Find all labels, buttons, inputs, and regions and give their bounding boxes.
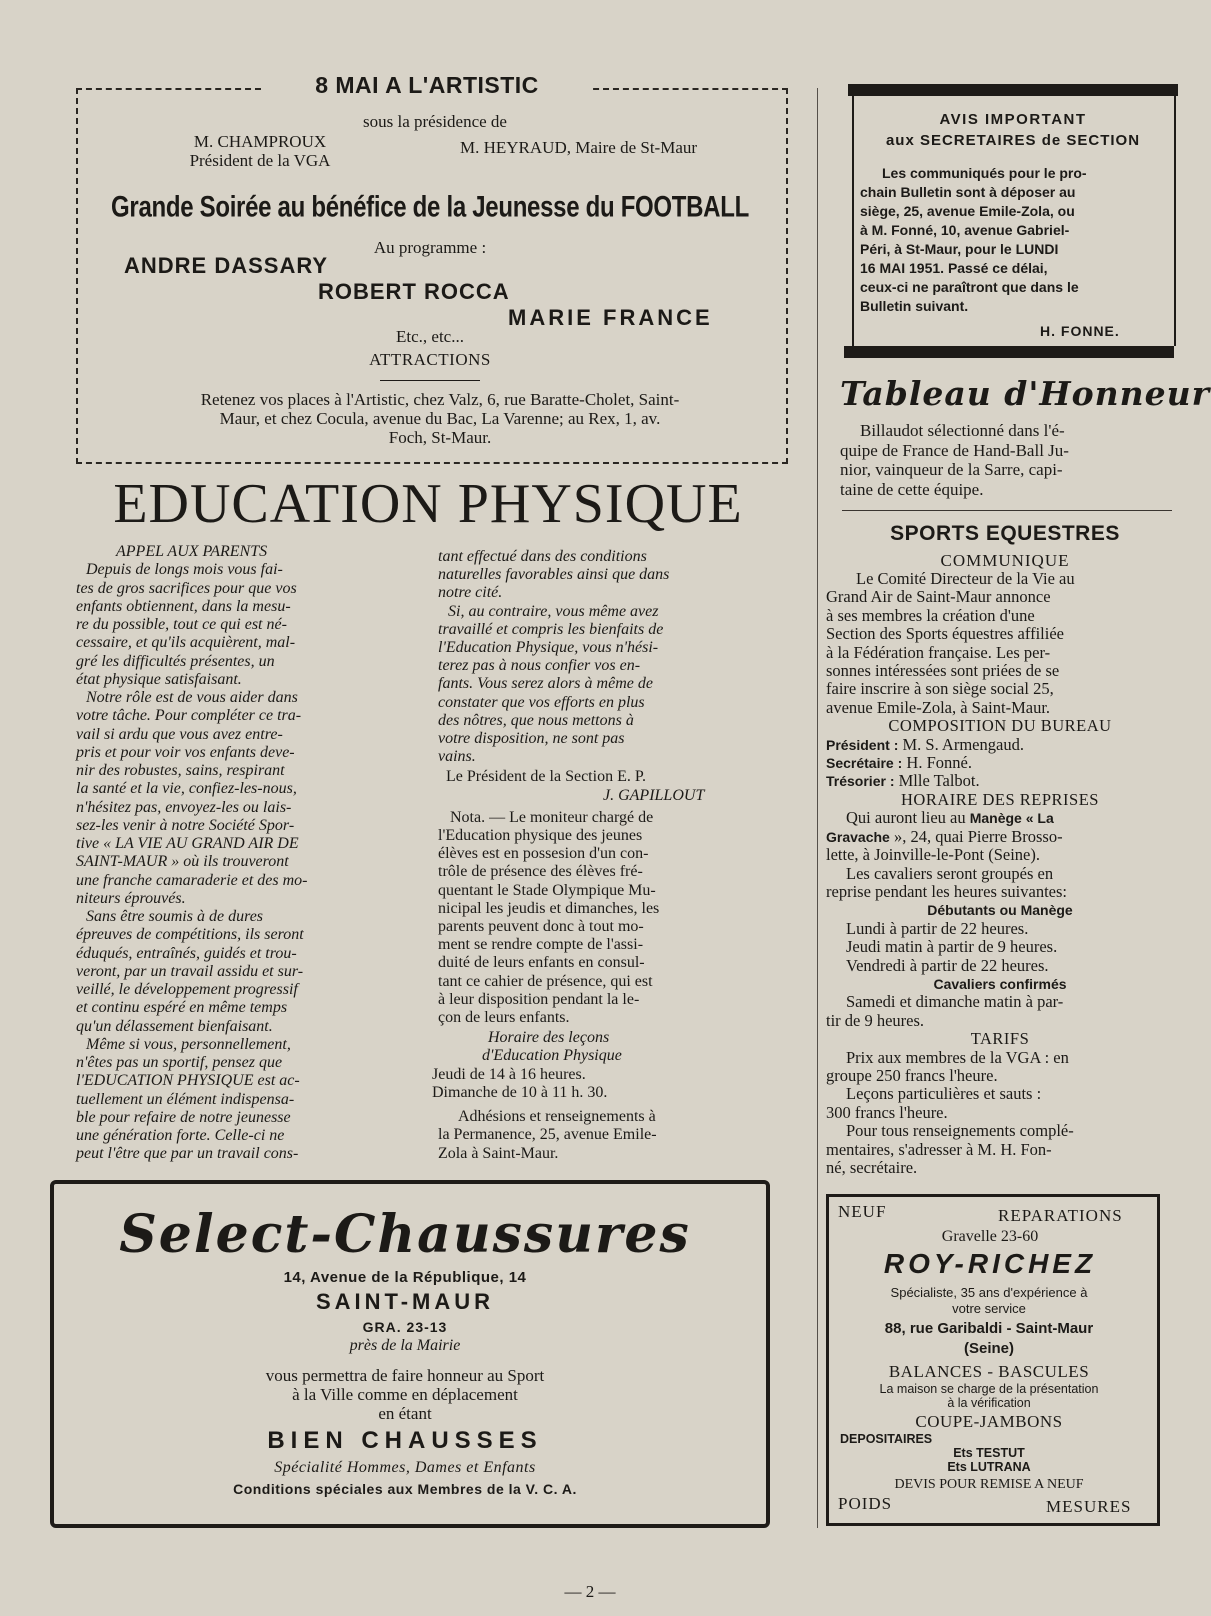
artist-marie-france: MARIE FRANCE: [508, 305, 713, 330]
roy-mesures: MESURES: [1046, 1497, 1132, 1516]
edu-left-line: niteurs éprouvés.: [76, 889, 186, 907]
honneur-line: taine de cette équipe.: [840, 479, 984, 499]
nota-line: duité de leurs enfants en consul-: [438, 954, 645, 972]
nota-line: trôle de présence des élèves fré-: [438, 863, 643, 881]
nota-block: [438, 809, 778, 1027]
horaire-jeudi: Jeudi de 14 à 16 heures.: [432, 1065, 586, 1083]
debutants-line: Vendredi à partir de 22 heures.: [846, 955, 1049, 975]
edu-left-line: vail si ardu que vous avez entre-: [76, 725, 283, 743]
edu-left-line: état physique satisfaisant.: [76, 670, 242, 688]
tarifs-line: Leçons particulières et sauts :: [846, 1084, 1042, 1104]
tarifs-line: 300 francs l'heure.: [826, 1102, 948, 1122]
manege-line-2: [826, 828, 1174, 846]
programme-label: Au programme :: [373, 238, 487, 257]
nota-line: élèves est en possesion d'un con-: [438, 845, 649, 863]
nota-line: nicipal les jeudis et dimanches, les: [438, 899, 660, 917]
edu-left-line: une franche camaraderie et des mo-: [76, 871, 308, 889]
edu-right-line: l'Education Physique, vous n'hési-: [438, 639, 659, 657]
artistic-divider: [380, 380, 480, 381]
avis-signature: H. FONNE.: [1040, 323, 1120, 339]
adhesions-line: Zola à Saint-Maur.: [438, 1144, 559, 1162]
avis-line: Les communiqués pour le pro-: [882, 165, 1087, 181]
roy-coupe: COUPE-JAMBONS: [915, 1412, 1063, 1431]
edu-left-line: une génération forte. Celle-ci ne: [76, 1127, 285, 1144]
select-speciality: Spécialité Hommes, Dames et Enfants: [274, 1459, 536, 1476]
roy-address-2: (Seine): [963, 1340, 1014, 1357]
confirmes-line: Samedi et dimanche matin à par-: [846, 992, 1064, 1012]
secretaire-name: H. Fonné.: [906, 753, 972, 773]
avis-line: siège, 25, avenue Emile-Zola, ou: [860, 203, 1075, 219]
edu-left-line: Même si vous, personnellement,: [86, 1035, 291, 1053]
roy-phone: Gravelle 23-60: [941, 1228, 1039, 1245]
select-promo-line: à la Ville comme en déplacement: [292, 1385, 518, 1404]
reserve-line-3: Foch, St-Maur.: [388, 428, 492, 447]
reserve-line-1: Retenez vos places à l'Artistic, chez Valz, 6, rue Baratte-Cholet, Saint-: [200, 390, 680, 409]
nota-line: ment se rendre compte de l'assi-: [438, 936, 644, 954]
tresorier-name: Mlle Talbot.: [898, 771, 980, 791]
edu-right-line: terez pas à nous confier vos en-: [438, 657, 641, 675]
edu-left-line: n'êtes pas un sportif, pensez que: [76, 1054, 283, 1071]
roy-name: ROY-RICHEZ: [883, 1248, 1097, 1279]
cavaliers-line: Les cavaliers seront groupés en: [846, 863, 1054, 883]
nota-line: à leur disposition pendant la le-: [438, 990, 640, 1008]
edu-left-line: veront, par un travail assidu et sur-: [76, 962, 304, 980]
nota-line: l'Education physique des jeunes: [438, 827, 643, 845]
edu-right-line: vains.: [438, 748, 476, 766]
honneur-divider: [842, 510, 1172, 511]
horaire-edu-title: d'Education Physique: [482, 1047, 622, 1065]
edu-right-line: des nôtres, que nous mettons à: [438, 711, 634, 729]
edu-left-line: Sans être soumis à de dures: [86, 908, 264, 925]
avis-bottom-bar: [844, 346, 1174, 358]
edu-left-line: Depuis de longs mois vous fai-: [86, 561, 283, 579]
roy-specialist-1: Spécialiste, 35 ans d'expérience à: [890, 1285, 1088, 1300]
avis-line: Péri, à St-Maur, pour le LUNDI: [860, 241, 1059, 257]
roy-ets-lutrana: Ets LUTRANA: [947, 1460, 1031, 1474]
debutants-title: Débutants ou Manège: [927, 902, 1073, 919]
bureau-tresorier: [826, 772, 1174, 790]
equestres-intro-line: Section des Sports équestres affiliée: [826, 624, 1064, 644]
roy-reparations: REPARATIONS: [998, 1206, 1123, 1225]
edu-left-line: tes de gros sacrifices pour que vos: [76, 579, 297, 597]
adhesions-line: la Permanence, 25, avenue Emile-: [438, 1126, 657, 1144]
artist-rocca: ROBERT ROCCA: [318, 279, 510, 304]
select-address: 14, Avenue de la République, 14: [283, 1269, 527, 1286]
roy-maison-2: à la vérification: [947, 1396, 1031, 1410]
horaire-reprises-title: HORAIRE DES REPRISES: [901, 789, 1099, 809]
manege-pre: Qui auront lieu au: [846, 808, 970, 828]
edu-left-line: pris et pour voir vos enfants deve-: [76, 743, 295, 761]
nota-line: tant ce cahier de présence, qui est: [438, 972, 653, 990]
equestres-title: SPORTS EQUESTRES: [890, 522, 1120, 545]
avis-line: Bulletin suivant.: [860, 298, 969, 314]
education-title: EDUCATION PHYSIQUE: [113, 473, 743, 535]
edu-left-line: ble pour refaire de notre jeunesse: [76, 1108, 291, 1126]
edu-left-line: l'EDUCATION PHYSIQUE est ac-: [76, 1072, 300, 1090]
edu-left-line: éduqués, entraînés, guidés et trou-: [76, 944, 297, 962]
roy-balances: BALANCES - BASCULES: [888, 1362, 1090, 1381]
bureau-secretaire: [826, 754, 1174, 772]
tarifs-line: né, secrétaire.: [826, 1158, 918, 1177]
equestres-intro-line: Grand Air de Saint-Maur annonce: [826, 587, 1051, 607]
equestres-communique: COMMUNIQUE: [940, 551, 1070, 570]
edu-left-line: tive « LA VIE AU GRAND AIR DE: [76, 835, 299, 852]
edu-left-line: et continu espéré en même temps: [76, 999, 288, 1017]
edu-left-line: la santé et la vie, confiez-les-nous,: [76, 780, 297, 798]
tarifs-line: Prix aux membres de la VGA : en: [846, 1047, 1069, 1067]
attractions-line: ATTRACTIONS: [369, 350, 491, 369]
roy-ets-testut: Ets TESTUT: [953, 1446, 1025, 1460]
debutants-line: Lundi à partir de 22 heures.: [846, 918, 1029, 938]
artist-dassary: ANDRE DASSARY: [124, 253, 329, 278]
column-divider: [817, 88, 818, 1528]
education-left-column: [76, 543, 396, 1164]
edu-left-line: enfants obtiennent, dans la mesu-: [76, 597, 291, 615]
confirmes-line: tir de 9 heures.: [826, 1010, 925, 1030]
adhesions-block: [438, 1108, 778, 1163]
edu-left-line: peut l'être que par un travail cons-: [76, 1145, 299, 1163]
edu-right-line: travaillé et compris les bienfaits de: [438, 620, 664, 638]
debutants-line: Jeudi matin à partir de 9 heures.: [846, 937, 1058, 957]
reserve-line-2: Maur, et chez Cocula, avenue du Bac, La Varenne; au Rex, 1, av.: [219, 409, 661, 428]
grande-soiree-headline: Grande Soirée au bénéfice de la Jeunesse du FOOTBALL: [111, 190, 749, 224]
champroux-role: Président de la VGA: [189, 151, 331, 170]
edu-left-line: nir des robustes, sains, respirant: [76, 762, 285, 779]
etc-line: Etc., etc...: [396, 327, 464, 346]
nota-line: quentant le Stade Olympique Mu-: [438, 881, 656, 899]
gravache-name: Gravache: [826, 828, 890, 845]
edu-left-line: SAINT-MAUR » où ils trouveront: [76, 853, 289, 871]
equestres-intro-line: à la Fédération française. Les per-: [826, 642, 1051, 662]
edu-left-line: veillé, le développement progressif: [76, 981, 298, 998]
nota-line: parents peuvent donc à tout mo-: [438, 918, 644, 936]
equestres-intro-line: à ses membres la création d'une: [826, 605, 1035, 625]
tarifs-line: Pour tous renseignements complé-: [846, 1121, 1074, 1141]
signature-name: J. GAPILLOUT: [603, 786, 705, 804]
avis-line: ceux-ci ne paraîtront que dans le: [860, 279, 1079, 295]
edu-right-line: votre disposition, ne sont pas: [438, 730, 625, 748]
edu-left-line: sez-les venir à notre Société Spor-: [76, 816, 295, 834]
presidence-line: sous la présidence de: [363, 112, 507, 131]
select-conditions: Conditions spéciales aux Membres de la V. C. A.: [233, 1481, 577, 1497]
champroux-name: M. CHAMPROUX: [193, 132, 327, 151]
tresorier-label: Trésorier :: [826, 773, 895, 790]
edu-left-line: tuellement un élément indispensa-: [76, 1090, 295, 1108]
edu-right-line: constater que vos efforts en plus: [438, 693, 645, 711]
appel-aux-parents: APPEL AUX PARENTS: [116, 543, 268, 560]
select-near: près de la Mairie: [349, 1337, 461, 1354]
roy-depositaires: DEPOSITAIRES: [840, 1432, 933, 1446]
avis-top-bar: [848, 84, 1178, 96]
honneur-line: nior, vainqueur de la Sarre, capi-: [840, 460, 1063, 479]
manege-name: Manège « La: [969, 810, 1054, 827]
manege-rest: », 24, quai Pierre Brosso-: [889, 826, 1063, 846]
honneur-line: quipe de France de Hand-Ball Ju-: [840, 440, 1069, 460]
edu-left-line: re du possible, tout ce qui est né-: [76, 616, 287, 633]
select-slogan: BIEN CHAUSSES: [267, 1427, 543, 1454]
select-chaussures-brand: Select-Chaussures: [119, 1204, 691, 1265]
avis-line: chain Bulletin sont à déposer au: [860, 184, 1076, 200]
confirmes-title: Cavaliers confirmés: [933, 975, 1067, 992]
avis-text: [860, 164, 1170, 316]
manege-line-1: [826, 809, 1174, 827]
president-name: M. S. Armengaud.: [902, 734, 1024, 754]
roy-devis: DEVIS POUR REMISE A NEUF: [894, 1477, 1084, 1492]
cavaliers-line: reprise pendant les heures suivantes:: [826, 881, 1068, 901]
nota-line: çon de leurs enfants.: [438, 1009, 570, 1027]
signature-role: Le Président de la Section E. P.: [446, 768, 646, 786]
edu-left-line: qu'un délassement bienfaisant.: [76, 1017, 273, 1035]
secretaire-label: Secrétaire :: [826, 755, 903, 772]
roy-address-1: 88, rue Garibaldi - Saint-Maur: [884, 1320, 1094, 1337]
horaire-dimanche: Dimanche de 10 à 11 h. 30.: [432, 1083, 608, 1101]
tarifs-title: TARIFS: [970, 1029, 1030, 1049]
equestres-intro-line: Le Comité Directeur de la Vie au: [856, 569, 1075, 588]
avis-title: AVIS IMPORTANT: [939, 111, 1087, 128]
select-promo-line: vous permettra de faire honneur au Sport: [265, 1366, 545, 1385]
heyraud-line: M. HEYRAUD, Maire de St-Maur: [460, 138, 698, 157]
president-label: Président :: [826, 736, 899, 753]
adhesions-line: Adhésions et renseignements à: [458, 1108, 656, 1126]
tarifs-line: groupe 250 francs l'heure.: [826, 1065, 998, 1085]
avis-line: 16 MAI 1951. Passé ce délai,: [860, 260, 1048, 276]
equestres-intro-line: faire inscrire à son siège social 25,: [826, 679, 1054, 699]
roy-specialist-2: votre service: [952, 1301, 1026, 1316]
edu-right-line: notre cité.: [438, 584, 503, 602]
edu-left-line: n'hésitez pas, envoyez-les ou lais-: [76, 798, 292, 816]
edu-left-line: épreuves de compétitions, ils seront: [76, 926, 304, 944]
honneur-line: Billaudot sélectionné dans l'é-: [860, 421, 1065, 440]
artistic-title: 8 MAI A L'ARTISTIC: [262, 72, 592, 99]
honneur-text: [840, 421, 1176, 499]
edu-right-line: naturelles favorables ainsi que dans: [438, 566, 670, 584]
artistic-reserve-text: [120, 390, 760, 447]
select-phone: GRA. 23-13: [362, 1319, 448, 1335]
manege-line-3: lette, à Joinville-le-Pont (Seine).: [826, 845, 1040, 865]
edu-left-line: cessaire, et qu'ils acquièrent, mal-: [76, 634, 296, 652]
edu-left-line: gré les difficultés présentes, un: [76, 652, 275, 670]
equestres-intro-line: sonnes intéressées sont priées de se: [826, 661, 1060, 681]
bureau-title: COMPOSITION DU BUREAU: [888, 716, 1112, 736]
select-city: SAINT-MAUR: [315, 1289, 495, 1314]
horaire-lecons-title: Horaire des leçons: [488, 1029, 610, 1047]
edu-right-line: fants. Vous serez alors à même de: [438, 675, 653, 693]
page-number: — 2 —: [564, 1582, 616, 1601]
edu-left-line: Notre rôle est de vous aider dans: [86, 689, 298, 706]
roy-maison-1: La maison se charge de la présentation: [879, 1382, 1099, 1396]
edu-right-line: Si, au contraire, vous même avez: [448, 602, 659, 620]
education-right-column: [432, 548, 778, 1163]
edu-right-line: tant effectué dans des conditions: [438, 548, 647, 565]
equestres-intro-line: avenue Emile-Zola, à Saint-Maur.: [826, 697, 1051, 717]
honneur-title: Tableau d'Honneur: [840, 374, 1210, 413]
nota-line: Nota. — Le moniteur chargé de: [450, 808, 654, 826]
select-promo-text: [60, 1366, 750, 1423]
avis-subtitle: aux SECRETAIRES de SECTION: [885, 132, 1141, 149]
equestres-body: [826, 570, 1174, 1177]
avis-line: à M. Fonné, 10, avenue Gabriel-: [860, 222, 1070, 238]
roy-poids: POIDS: [838, 1494, 893, 1513]
bureau-president: [826, 736, 1174, 754]
roy-neuf: NEUF: [838, 1202, 887, 1221]
select-promo-line: en étant: [378, 1404, 432, 1423]
edu-left-line: votre tâche. Pour compléter ce tra-: [76, 707, 302, 725]
tarifs-line: mentaires, s'adresser à M. H. Fon-: [826, 1139, 1052, 1159]
